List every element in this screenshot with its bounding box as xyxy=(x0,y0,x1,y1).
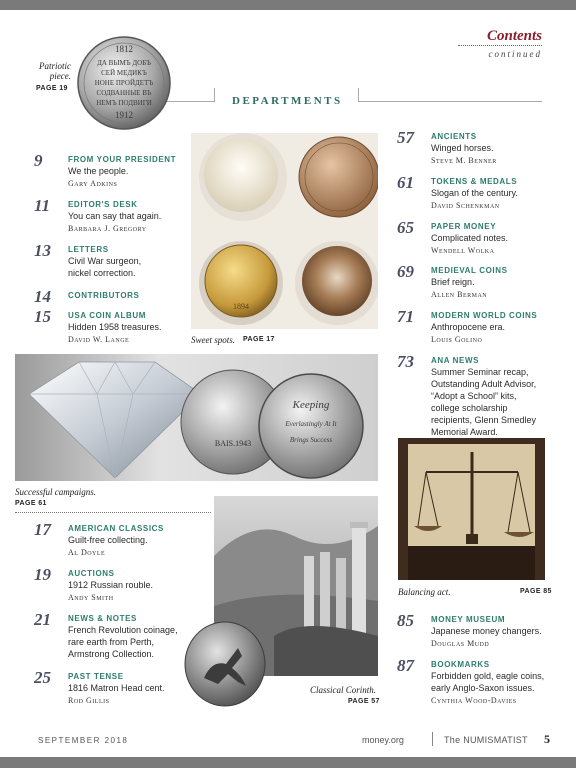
entry-page-number: 71 xyxy=(397,307,414,326)
contents-rule xyxy=(458,45,542,46)
medal-text-2: СЕЙ МЕДИКЪ xyxy=(101,69,147,77)
entry-author: Al Doyle xyxy=(68,548,106,557)
sweet-page-ref: PAGE 17 xyxy=(243,336,275,343)
corinth-page-ref: PAGE 57 xyxy=(348,698,380,705)
medal-year-1912: 1912 xyxy=(115,110,133,120)
token-text-3: Brings Success xyxy=(289,436,333,444)
entry-author: Cynthia Wood-Davies xyxy=(431,696,517,705)
top-bar xyxy=(0,0,576,10)
entry-page-number: 15 xyxy=(34,307,51,326)
entry-author: Wendell Wolka xyxy=(431,246,495,255)
patriotic-caption-line2: piece. xyxy=(49,71,71,81)
token-text-1: Keeping xyxy=(292,399,330,411)
medal-text-3: НОНЕ ПРОЙДЕТЪ xyxy=(94,79,154,87)
corinth-caption: Classical Corinth. xyxy=(310,685,377,695)
entry-description: Brief reign. xyxy=(431,277,475,287)
entry-description: We the people. xyxy=(68,166,129,176)
entry-heading: ANA NEWS xyxy=(431,356,480,365)
entry-description: Forbidden gold, eagle coins, early Anglo-Saxon issues. xyxy=(431,671,545,693)
entry-page-number: 14 xyxy=(34,287,51,306)
entry-heading: PAST TENSE xyxy=(68,672,124,681)
entry-description: Summer Seminar recap, Outstanding Adult Advisor, “Adopt a School” kits, college scholarship recipients, Glenn Smedley Memorial Award. xyxy=(431,367,537,437)
successful-caption: Successful campaigns. xyxy=(15,487,96,497)
entry-author: Louis Golino xyxy=(431,335,483,344)
entry-page-number: 11 xyxy=(34,196,51,215)
entry-heading: MODERN WORLD COINS xyxy=(431,311,538,320)
patriotic-caption xyxy=(31,61,71,81)
entry-author: Gary Adkins xyxy=(68,179,118,188)
bais-medal-text: BAIS.1943 xyxy=(214,439,252,448)
entry-heading: ANCIENTS xyxy=(431,132,477,141)
departments-rule-right xyxy=(358,101,542,102)
entry-author: Barbara J. Gregory xyxy=(68,224,147,233)
sweet-spots-photo xyxy=(191,133,378,329)
entry-page-number: 21 xyxy=(34,610,51,629)
entry-heading: USA COIN ALBUM xyxy=(68,311,147,320)
entry-description: Complicated notes. xyxy=(431,233,509,243)
entry-description: Winged horses. xyxy=(431,143,494,153)
entry-heading: LETTERS xyxy=(68,245,109,254)
contents-title: Contents xyxy=(486,28,542,44)
departments-tick-right xyxy=(358,88,359,102)
entry-author: Andy Smith xyxy=(68,593,114,602)
footer-site[interactable]: money.org xyxy=(362,735,404,745)
balancing-caption: Balancing act. xyxy=(398,587,451,597)
sweet-caption: Sweet spots. xyxy=(191,335,235,345)
footer-magazine: The NUMISMATIST xyxy=(444,735,528,745)
entry-author: Douglas Mudd xyxy=(431,639,490,648)
entry-description: You can say that again. xyxy=(68,211,162,221)
entry-heading: TOKENS & MEDALS xyxy=(431,177,518,186)
departments-tick-left xyxy=(214,88,215,102)
patriotic-page-ref: PAGE 19 xyxy=(36,85,68,92)
almond-truffle xyxy=(302,246,372,316)
balancing-page-ref: PAGE 85 xyxy=(520,588,552,595)
entry-description: Slogan of the century. xyxy=(431,188,518,198)
entry-author: Steve M. Benner xyxy=(431,156,497,165)
medal-year-1812: 1812 xyxy=(115,44,133,54)
entry-heading: AMERICAN CLASSICS xyxy=(68,524,164,533)
entry-description: Guilt-free collecting. xyxy=(68,535,148,545)
medal-text-1: ДА ВЫМЪ ДОБЪ xyxy=(97,59,151,67)
entry-author: Allen Berman xyxy=(431,290,488,299)
entry-page-number: 17 xyxy=(34,520,51,539)
medal-text-4: СОДВАННЫЕ ВЪ xyxy=(96,89,152,97)
entry-page-number: 25 xyxy=(34,668,51,687)
balancing-act-photo xyxy=(398,438,545,580)
footer-date: SEPTEMBER 2018 xyxy=(38,736,129,745)
entry-page-number: 73 xyxy=(397,352,414,371)
token-text-2: Everlastingly At It xyxy=(285,420,337,428)
entry-heading: AUCTIONS xyxy=(68,569,115,578)
entry-author: David Schenkman xyxy=(431,201,500,210)
entry-page-number: 9 xyxy=(34,151,43,170)
entry-page-number: 87 xyxy=(397,656,414,675)
contents-subtitle: continued xyxy=(488,49,542,59)
patriotic-caption-line1: Patriotic xyxy=(39,61,71,71)
entry-heading: MEDIEVAL COINS xyxy=(431,266,508,275)
entry-heading: CONTRIBUTORS xyxy=(68,291,140,300)
indian-head-cent xyxy=(299,137,378,217)
footer-separator xyxy=(432,732,433,746)
entry-heading: PAPER MONEY xyxy=(431,222,497,231)
entry-description: 1816 Matron Head cent. xyxy=(68,683,165,693)
entry-heading: NEWS & NOTES xyxy=(68,614,137,623)
entry-description: Japanese money changers. xyxy=(431,626,542,636)
entry-description: Anthropocene era. xyxy=(431,322,506,332)
entry-page-number: 69 xyxy=(397,262,414,281)
entry-page-number: 13 xyxy=(34,241,51,260)
entry-heading: BOOKMARKS xyxy=(431,660,490,669)
entry-heading: MONEY MUSEUM xyxy=(431,615,506,624)
entry-heading: FROM YOUR PRESIDENT xyxy=(68,155,177,164)
entry-page-number: 85 xyxy=(397,611,414,630)
entry-author: David W. Lange xyxy=(68,335,130,344)
bottom-bar xyxy=(0,757,576,768)
entry-description: Civil War surgeon, nickel correction. xyxy=(68,256,142,278)
entry-description: Hidden 1958 treasures. xyxy=(68,322,162,332)
coin-date-1894: 1894 xyxy=(233,302,249,311)
successful-page-ref: PAGE 61 xyxy=(15,500,47,507)
coconut-truffle xyxy=(204,138,278,212)
entry-page-number: 65 xyxy=(397,218,414,237)
patriotic-medal-photo xyxy=(76,34,172,132)
entry-description: 1912 Russian rouble. xyxy=(68,580,154,590)
successful-campaigns-photo xyxy=(15,354,378,481)
entry-page-number: 57 xyxy=(397,128,414,147)
medal-text-5: НЕМЪ ПОДВИГИ xyxy=(96,99,152,107)
entry-heading: EDITOR'S DESK xyxy=(68,200,138,209)
section-rule xyxy=(15,512,211,513)
entry-description: French Revolution coinage, rare earth from Perth, Armstrong Collection. xyxy=(68,625,178,659)
departments-heading: DEPARTMENTS xyxy=(232,95,343,107)
entry-page-number: 61 xyxy=(397,173,414,192)
footer-page-number: 5 xyxy=(544,732,550,746)
pegasus-coin-photo xyxy=(182,620,268,708)
entry-author: Rod Gillis xyxy=(68,696,110,705)
entry-page-number: 19 xyxy=(34,565,51,584)
